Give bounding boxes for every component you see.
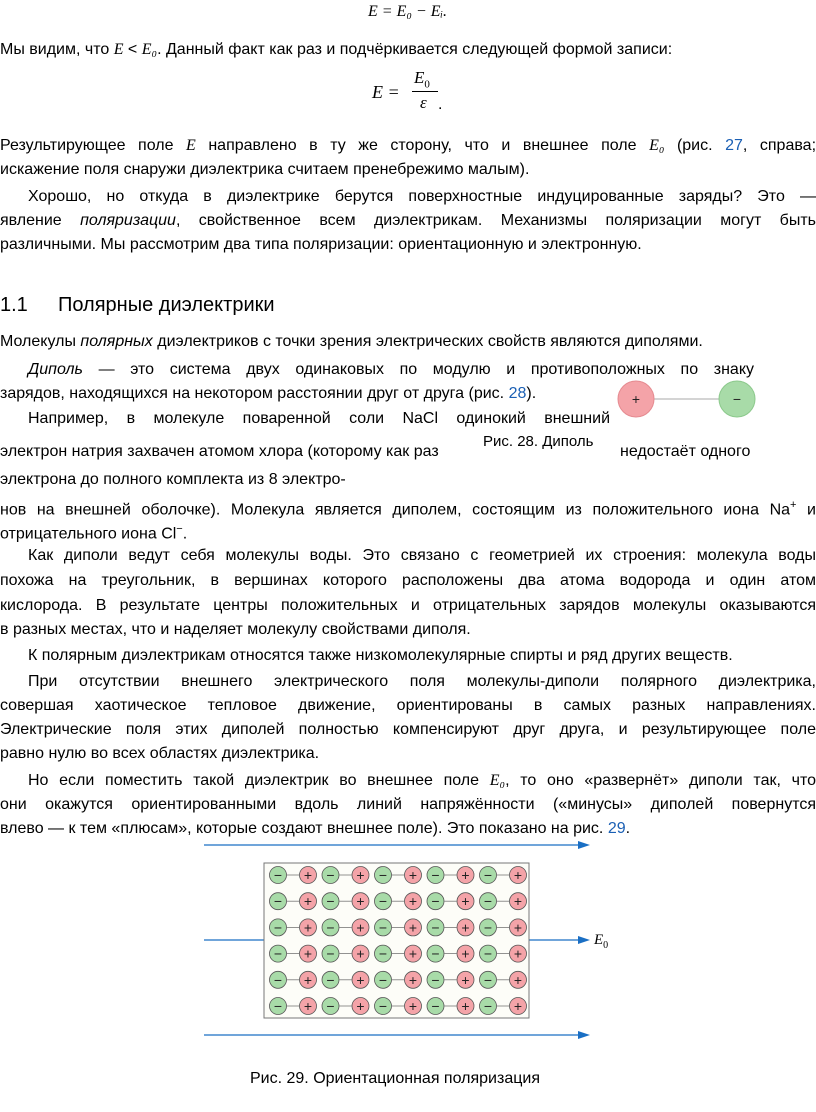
figure-29-link[interactable]: 29 [607, 820, 626, 837]
paragraph-9-line-4: равно нулю во всех областях диэлектрика. [0, 745, 320, 762]
paragraph-2-line-1: Результирующее поле E направлено в ту же сторону, что и внешнее поле E₀ (рис. 27, справа; [0, 137, 816, 154]
minus-sign: − [326, 998, 335, 1014]
section-number: 1.1 [0, 294, 28, 316]
minus-sign: − [273, 971, 283, 988]
minus-sign: − [378, 971, 388, 988]
paragraph-9-line-2: совершая хаотическое тепловое движение, ориентированы в самых разных направлениях. [0, 697, 816, 714]
plus-sign: + [408, 971, 418, 988]
minus-sign: − [273, 998, 283, 1014]
section-heading [0, 293, 275, 317]
minus-sign: − [273, 919, 283, 936]
plus-sign: + [461, 971, 470, 988]
minus-sign: − [483, 998, 493, 1014]
plus-sign: + [303, 919, 313, 936]
plus-sign: + [303, 945, 313, 962]
minus-sign: − [431, 867, 440, 883]
paragraph-10-line-3: влево — к тем «плюсам», которые создают внешнее поле). Это показано на рис. 29. [0, 820, 631, 837]
paragraph-7-line-1: Как диполи ведут себя молекулы воды. Это связано с геометрией их строения: молекула воды [28, 547, 816, 564]
paragraph-6-line-2-end: недостаёт одного [620, 443, 751, 460]
plus-sign: + [461, 998, 470, 1014]
paragraph-3-line-2: явление поляризации, свойственное всем диэлектрикам. Механизмы поляризации могут быть [0, 212, 816, 229]
plus-sign: + [461, 867, 470, 883]
plus-sign: + [356, 893, 365, 910]
plus-sign: + [303, 971, 313, 988]
paragraph-10-line-2: они окажутся ориентированными вдоль линий напряжённости («минусы» диполей повернутся [0, 796, 816, 813]
minus-sign: − [483, 893, 493, 910]
minus-sign: − [431, 893, 440, 910]
plus-sign: + [408, 893, 418, 910]
paragraph-4: Молекулы полярных диэлектриков с точки зрения электрических свойств являются диполями. [0, 333, 703, 350]
dielectric-slab [264, 863, 529, 1018]
plus-sign: + [513, 867, 523, 883]
minus-sign: − [483, 971, 493, 988]
field-arrowhead [578, 1031, 590, 1039]
plus-sign: + [513, 971, 523, 988]
paragraph-5-line-1: Диполь — это система двух одинаковых по модулю и противоположных по знаку [28, 361, 754, 378]
minus-sign: − [431, 919, 440, 936]
plus-sign: + [303, 893, 313, 910]
paragraph-2-line-2: искажение поля снаружи диэлектрика считаем пренебрежимо малым). [0, 161, 530, 178]
minus-sign: − [378, 919, 388, 936]
minus-sign: − [483, 945, 493, 962]
paragraph-8: К полярным диэлектрикам относятся также низкомолекулярные спирты и ряд других веществ. [28, 647, 733, 664]
minus-sign: − [273, 945, 283, 962]
plus-sign: + [303, 867, 313, 883]
minus-sign: − [273, 867, 283, 883]
figure-28-caption: Рис. 28. Диполь [483, 433, 594, 450]
figure-28-link[interactable]: 28 [508, 385, 527, 402]
paragraph-3-line-1: Хорошо, но откуда в диэлектрике берутся поверхностные индуцированные заряды? Это — [28, 188, 816, 205]
minus-sign: − [326, 945, 335, 962]
minus-sign: − [326, 893, 335, 910]
field-label: $E_0$ [594, 932, 609, 951]
plus-sign: + [461, 945, 470, 962]
minus-sign: − [431, 945, 440, 962]
plus-sign: + [356, 919, 365, 936]
paragraph-9-line-3: Электрические поля этих диполей полностью компенсируют друг друга, и результирующее поле [0, 721, 816, 738]
plus-sign: + [408, 867, 418, 883]
plus-sign: + [461, 893, 470, 910]
minus-sign: − [483, 867, 493, 883]
paragraph-6-line-5: отрицательного иона Cl−. [0, 523, 188, 543]
paragraph-1: Мы видим, что E < E₀. Данный факт как раз и подчёркивается следующей формой записи: [0, 41, 673, 58]
minus-sign: − [431, 998, 440, 1014]
figure-29-orientation-polarization [0, 800, 816, 1040]
plus-sign: + [461, 919, 470, 936]
plus-sign: + [408, 998, 418, 1014]
top-formula: E = E₀ − Eᵢ. [368, 3, 448, 20]
paragraph-7-line-3: кислорода. В результате центры положительных и отрицательных зарядов молекулы оказываются [0, 597, 816, 614]
paragraph-6-line-1: Например, в молекуле поваренной соли NaCl одинокий внешний [28, 410, 610, 427]
minus-sign: − [273, 893, 283, 910]
minus-sign: − [483, 919, 493, 936]
plus-sign: + [408, 945, 418, 962]
plus-sign: + [303, 998, 313, 1014]
minus-sign: − [378, 867, 388, 883]
paragraph-10-line-1: Но если поместить такой диэлектрик во внешнее поле E₀, то оно «развернёт» диполи так, что [28, 772, 816, 789]
plus-sign: + [408, 919, 418, 936]
paragraph-7-line-4: в разных местах, что и наделяет молекулу свойствами диполя. [0, 621, 471, 638]
minus-sign: − [378, 945, 388, 962]
minus-sign: − [378, 893, 388, 910]
plus-sign: + [356, 971, 365, 988]
plus-sign: + [356, 867, 365, 883]
field-arrowhead [578, 936, 590, 944]
minus-sign: − [326, 919, 335, 936]
paragraph-9-line-1: При отсутствии внешнего электрического поля молекулы-диполи полярного диэлектрика, [28, 673, 816, 690]
paragraph-6-line-3: электрона до полного комплекта из 8 электро- [0, 471, 346, 488]
plus-sign: + [513, 919, 523, 936]
plus-sign: + [356, 945, 365, 962]
minus-sign: − [326, 867, 335, 883]
paragraph-5-line-2: зарядов, находящихся на некотором расстоянии друг от друга (рис. 28). [0, 385, 537, 402]
field-arrowhead [578, 841, 590, 849]
minus-sign: − [431, 971, 440, 988]
paragraph-6-line-4: нов на внешней оболочке). Молекула является диполем, состоящим из положительного иона Na+ и [0, 499, 816, 519]
figure-29-caption: Рис. 29. Ориентационная поляризация [250, 1070, 540, 1087]
paragraph-7-line-2: похожа на треугольник, в вершинах которого расположены два атома водорода и один атом [0, 572, 816, 589]
plus-sign: + [356, 998, 365, 1014]
plus-sign: + [631, 391, 641, 407]
section-title: Полярные диэлектрики [58, 294, 275, 316]
plus-sign: + [513, 945, 523, 962]
figure-28-dipole [612, 378, 762, 422]
minus-sign: − [732, 391, 742, 407]
plus-sign: + [513, 893, 523, 910]
paragraph-6-line-2: электрон натрия захвачен атомом хлора (которому как раз [0, 443, 439, 460]
minus-sign: − [378, 998, 388, 1014]
minus-sign: − [326, 971, 335, 988]
figure-27-link[interactable]: 27 [725, 137, 743, 154]
plus-sign: + [513, 998, 523, 1014]
paragraph-3-line-3: различными. Мы рассмотрим два типа поляризации: ориентационную и электронную. [0, 236, 642, 253]
